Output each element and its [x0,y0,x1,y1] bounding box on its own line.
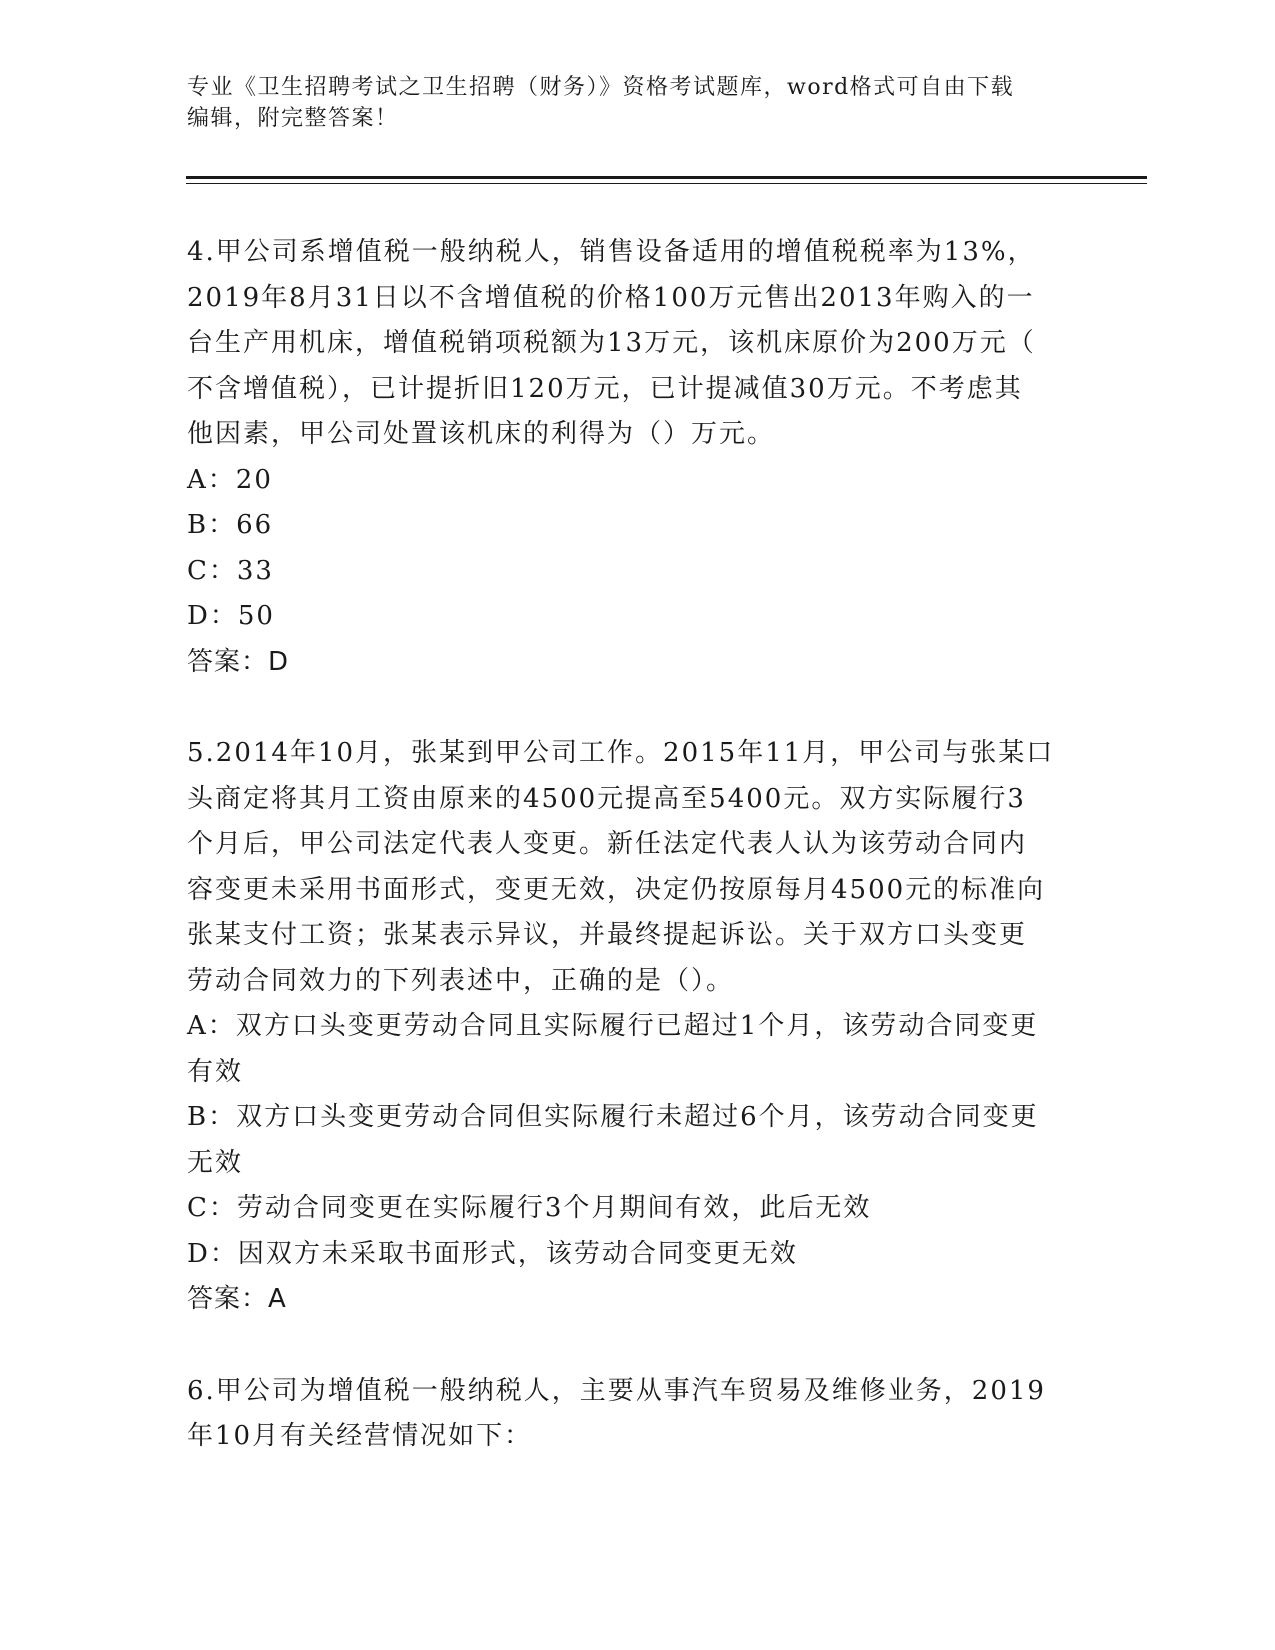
question-4 [187,230,1127,685]
option-b-continued: 无效 [187,1147,244,1178]
question-stem-line: 不含增值税），已计提折旧120万元，已计提减值30万元。不考虑其 [187,373,1023,404]
option-b: B：66 [187,510,274,540]
option-b: B：双方口头变更劳动合同但实际履行未超过6个月，该劳动合同变更 [187,1102,1039,1132]
option-a-continued: 有效 [187,1056,244,1087]
question-6 [187,1369,1127,1460]
header-divider-thin [186,183,1147,184]
question-stem-line: 5.2014年10月，张某到甲公司工作。2015年11月，甲公司与张某口 [187,738,1055,768]
header-line: 专业《卫生招聘考试之卫生招聘（财务）》资格考试题库，word格式可自由下载 [187,75,1015,100]
question-stem-line: 年10月有关经营情况如下： [187,1421,533,1451]
question-stem-line: 个月后，甲公司法定代表人变更。新任法定代表人认为该劳动合同内 [187,829,1028,859]
option-c: C：33 [187,555,274,586]
question-stem-line: 6.甲公司为增值税一般纳税人，主要从事汽车贸易及维修业务，2019 [187,1375,1046,1406]
header-divider-thick [186,176,1147,179]
question-stem-line: 4.甲公司系增值税一般纳税人，销售设备适用的增值税税率为13%， [187,237,1036,267]
option-c: C：劳动合同变更在实际履行3个月期间有效，此后无效 [187,1193,872,1223]
question-stem-line: 他因素，甲公司处置该机床的利得为（）万元。 [187,419,776,449]
question-list [187,230,1127,1506]
question-stem-line: 2019年8月31日以不含增值税的价格100万元售出2013年购入的一 [187,282,1035,313]
answer-label: 答案：D [187,646,290,677]
option-a: A：双方口头变更劳动合同且实际履行已超过1个月，该劳动合同变更 [187,1011,1039,1041]
answer-label: 答案：A [187,1284,287,1314]
option-d: D：因双方未采取书面形式，该劳动合同变更无效 [187,1238,798,1269]
document-header [187,72,1087,134]
question-5 [187,731,1127,1323]
question-stem-line: 台生产用机床，增值税销项税额为13万元，该机床原价为200万元（ [187,328,1036,358]
header-line: 编辑，附完整答案！ [187,106,399,131]
question-stem-line: 张某支付工资；张某表示异议，并最终提起诉讼。关于双方口头变更 [187,920,1028,950]
option-a: A：20 [187,464,273,495]
question-stem-line: 头商定将其月工资由原来的4500元提高至5400元。双方实际履行3 [187,783,1026,814]
option-d: D：50 [187,601,275,631]
question-stem-line: 容变更未采用书面形式，变更无效，决定仍按原每月4500元的标准向 [187,874,1046,905]
question-stem-line: 劳动合同效力的下列表述中，正确的是（）。 [187,965,735,996]
